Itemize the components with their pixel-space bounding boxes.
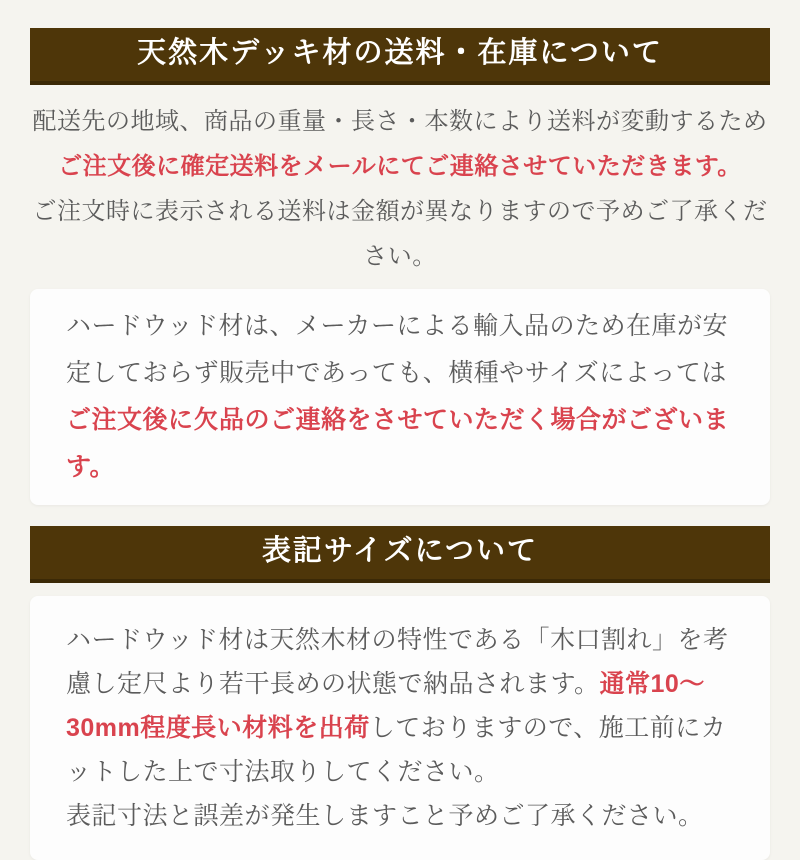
size-notice-paragraph-2 <box>66 794 734 838</box>
size-notice-card <box>30 596 770 860</box>
shipping-stock-section <box>30 28 770 505</box>
size-notation-section <box>30 526 770 860</box>
shipping-intro-text <box>30 85 770 289</box>
text-run: 表記寸法と誤差が発生しますこと予めご了承ください。 <box>66 802 704 830</box>
emphasized-text-run: ご注文後に欠品のご連絡をさせていただく場合がございます。 <box>66 406 730 481</box>
size-section-header-bar <box>30 526 770 583</box>
text-run: ハードウッド材は天然木材の特性である「木口割れ」を考慮し定尺より若干長めの状態で納品されます。 <box>66 626 729 698</box>
size-section-title: 表記サイズについて <box>261 535 539 567</box>
shipping-section-header-bar <box>30 28 770 85</box>
shipping-intro-line-1 <box>30 99 770 144</box>
size-notice-paragraph-1 <box>66 618 734 794</box>
shipping-intro-line-2 <box>30 144 770 189</box>
text-run: ご注文時に表示される送料は金額が異なりますので予めご了承ください。 <box>32 198 768 270</box>
stock-notice-card <box>30 289 770 505</box>
stock-notice-text <box>66 303 734 491</box>
text-run: しておりますので、施工前にカットした上で寸法取りしてください。 <box>66 714 727 786</box>
text-run: ハードウッド材は、メーカーによる輸入品のため在庫が安定しておらず販売中であっても、横種やサイズによっては <box>66 312 729 387</box>
shipping-intro-line-3 <box>30 189 770 279</box>
emphasized-text-run: 通常10〜30mm程度長い材料を出荷 <box>66 670 705 742</box>
text-run: 配送先の地域、商品の重量・長さ・本数により送料が変動するため <box>32 108 768 135</box>
shipping-section-title: 天然木デッキ材の送料・在庫について <box>137 37 663 69</box>
emphasized-text-run: ご注文後に確定送料をメールにてご連絡させていただきます。 <box>58 153 742 180</box>
